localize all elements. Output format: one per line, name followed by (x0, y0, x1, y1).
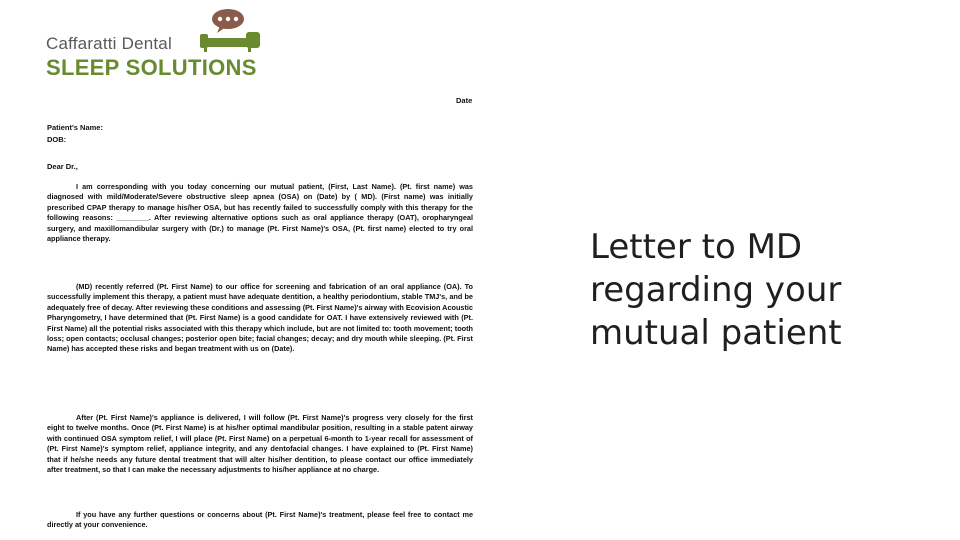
company-logo (44, 8, 264, 80)
salutation: Dear Dr., (47, 162, 78, 171)
slide-title: Letter to MD regarding your mutual patient (590, 227, 842, 353)
patient-name-label: Patient's Name: (47, 123, 103, 132)
letter-paragraph-3: After (Pt. First Name)'s appliance is delivered, I will follow (Pt. First Name)'s progress very closely for the first eight to twelve months. Once (Pt. First Name) is at his/her optimal mandibular position, resulting in a stable patent airway with continued OSA symptom relief, I will place (Pt. First Name) on a perpetual 6-month to 1-year recall for assessment of (Pt. First Name)'s symptom relief, appliance integrity, and any dentofacial changes. I have explained to (Pt. First Name) that if he/she needs any future dental treatment that will alter his/her dentition, to please contact our office immediately after treatment, so that I can make the necessary adjustments to his/her appliance at no charge. (47, 413, 473, 475)
letter-paragraph-4: If you have any further questions or concerns about (Pt. First Name)'s treatment, please feel free to contact me directly at your convenience. (47, 510, 473, 530)
letter-document (47, 96, 479, 536)
logo-line-2: SLEEP SOLUTIONS (46, 55, 257, 80)
letter-date: Date (456, 96, 473, 105)
letter-paragraph-1: I am corresponding with you today concerning our mutual patient, (First, Last Name). (Pt. first name) was diagnosed with mild/Moderate/Severe obstructive sleep apnea (OSA) on (Date) by ( MD). (First name) was initially prescribed CPAP therapy to manage his/her OSA, but has recently failed to successfully comply with this therapy for the following reasons: ________. After reviewing alternative options such as oral appliance therapy (OAT), oropharyngeal surgery, and maxillomandibular surgery with (Dr.) to manage (Pt. First Name)'s OSA, (Pt. first name) elected to try oral appliance therapy. (47, 182, 473, 244)
speech-bubble-sofa-icon (198, 8, 262, 54)
dob-label: DOB: (47, 135, 67, 144)
logo-line-1: Caffaratti Dental (46, 34, 172, 53)
letter-paragraph-2: (MD) recently referred (Pt. First Name) to our office for screening and fabrication of an oral appliance (OA). To successfully implement this therapy, a patient must have adequate dentition, a healthy periodontium, stable TMJ's, and be adequately free of decay. After reviewing these conditions and assessing (Pt. First Name)'s airway with Ecovision Acoustic Pharyngometry, I have determined that (Pt. First Name) is a good candidate for OAT. I have extensively reviewed with (Pt. First Name) all the potential risks associated with this therapy which include, but are not limited to: tooth movement; tooth loss; open contacts; occlusal changes; posterior open bite; facial changes; decay; and dry mouth while sleeping. (Pt. First Name) has accepted these risks and began treatment with us on (Date). (47, 282, 473, 354)
